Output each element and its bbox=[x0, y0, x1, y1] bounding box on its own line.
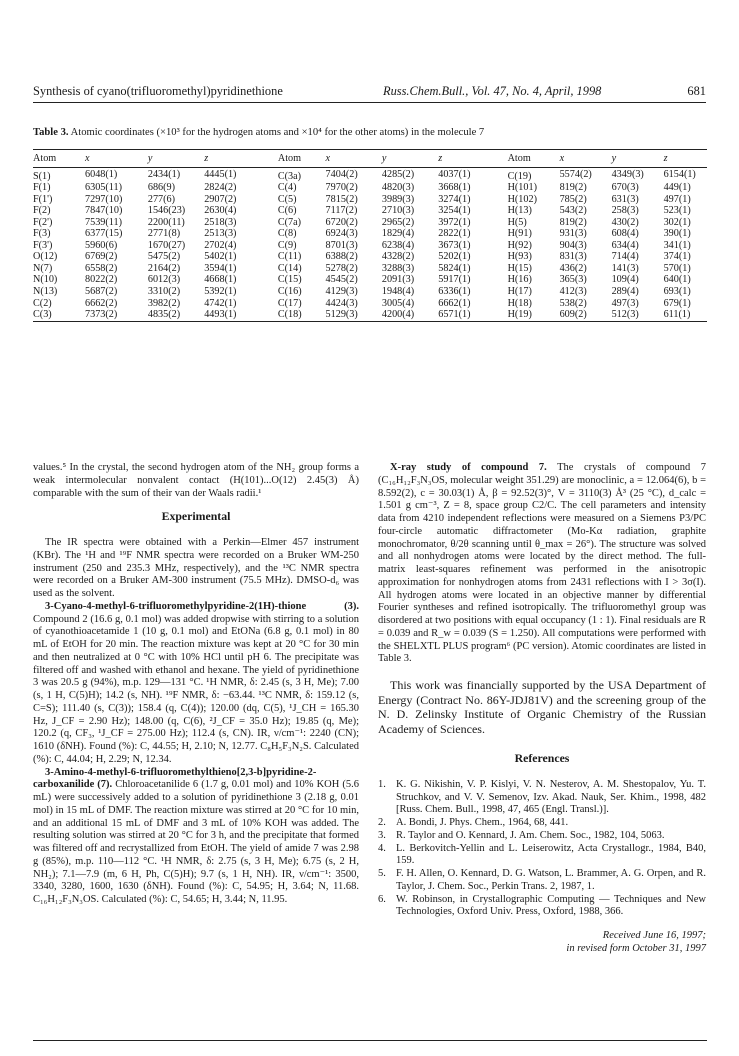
header-title: Synthesis of cyano(trifluoromethyl)pyridinethione bbox=[33, 84, 283, 98]
coord-cell: 6558(2) bbox=[85, 262, 118, 274]
received-line-1: Received June 16, 1997; bbox=[602, 930, 706, 941]
atom-cell: C(3) bbox=[33, 309, 52, 321]
coord-cell: 6154(1) bbox=[663, 169, 696, 181]
atom-cell: F(1') bbox=[33, 193, 53, 205]
coord-cell: 7373(2) bbox=[85, 309, 118, 321]
coord-cell: 4742(1) bbox=[204, 297, 237, 309]
col-x-2: x bbox=[326, 150, 382, 168]
table-body bbox=[33, 167, 707, 321]
coord-cell: 3288(3) bbox=[381, 262, 415, 274]
references-list bbox=[378, 779, 706, 919]
coord-cell: 2965(2) bbox=[381, 216, 415, 228]
coord-cell: 6662(1) bbox=[438, 297, 471, 309]
coord-cell: 1829(4) bbox=[381, 228, 415, 240]
coord-cell: 4349(3) bbox=[611, 169, 644, 181]
reference-item bbox=[378, 817, 706, 830]
coord-cell: 6924(3) bbox=[325, 228, 358, 240]
paragraph-compound-3 bbox=[33, 601, 359, 767]
coord-cell: 5392(1) bbox=[204, 286, 237, 298]
coord-cell: 1670(27) bbox=[147, 239, 186, 251]
coord-cell: 6388(2) bbox=[325, 251, 358, 263]
coord-cell: 109(4) bbox=[611, 274, 639, 286]
atom-cell: H(19) bbox=[507, 309, 532, 321]
atom-cell: C(14) bbox=[277, 262, 302, 274]
coord-cell: 4328(2) bbox=[381, 251, 415, 263]
atom-cell: F(1) bbox=[33, 182, 51, 194]
atom-cell: C(3a) bbox=[277, 170, 302, 182]
coord-cell: 289(4) bbox=[611, 286, 639, 298]
coord-cell: 543(2) bbox=[559, 205, 587, 217]
atom-cell: C(11) bbox=[277, 251, 302, 263]
coord-cell: 3594(1) bbox=[204, 262, 237, 274]
atom-cell: F(3') bbox=[33, 239, 53, 251]
atom-cell: H(18) bbox=[507, 297, 532, 309]
coord-cell: 3274(1) bbox=[438, 193, 471, 205]
reference-text: F. H. Allen, O. Kennard, D. G. Watson, L. Brammer, A. G. Orpen, and R. Taylor, J. Chem. Soc., Perkin Trans. 2, 1987, 1. bbox=[396, 868, 706, 892]
table-row bbox=[33, 228, 707, 240]
coord-cell: 8701(3) bbox=[325, 239, 358, 251]
atom-cell: N(13) bbox=[33, 286, 58, 298]
coord-cell: 5960(6) bbox=[85, 239, 118, 251]
col-z-3: z bbox=[664, 150, 707, 168]
coord-cell: 2907(2) bbox=[204, 193, 237, 205]
coord-cell: 714(4) bbox=[611, 251, 639, 263]
coord-cell: 538(2) bbox=[559, 297, 587, 309]
coord-cell: 3254(1) bbox=[438, 205, 471, 217]
table-row bbox=[33, 182, 707, 194]
coord-cell: 8022(2) bbox=[85, 274, 118, 286]
table-row bbox=[33, 240, 707, 252]
coord-cell: 5574(2) bbox=[559, 169, 592, 181]
right-column bbox=[378, 462, 706, 955]
compound-3-title: 3-Cyano-4-methyl-6-trifluoromethylpyridine-2(1H)-thione (3). bbox=[45, 600, 359, 612]
coord-cell: 5278(2) bbox=[325, 262, 358, 274]
table-row bbox=[33, 217, 707, 229]
col-atom-1: Atom bbox=[33, 150, 85, 168]
coord-cell: 7297(10) bbox=[85, 193, 123, 205]
reference-number: 4. bbox=[378, 842, 386, 854]
atom-cell: H(92) bbox=[507, 239, 532, 251]
coord-cell: 931(3) bbox=[559, 228, 587, 240]
coord-cell: 7847(10) bbox=[85, 205, 123, 217]
table-row bbox=[33, 298, 707, 310]
coord-cell: 5402(1) bbox=[204, 251, 237, 263]
coord-cell: 2513(3) bbox=[204, 228, 237, 240]
atom-cell: H(15) bbox=[507, 262, 532, 274]
reference-item bbox=[378, 868, 706, 894]
coord-cell: 258(3) bbox=[611, 205, 639, 217]
coord-cell: 6336(1) bbox=[438, 286, 471, 298]
coord-cell: 5687(2) bbox=[85, 286, 118, 298]
atom-cell: C(8) bbox=[277, 228, 297, 240]
col-atom-2: Atom bbox=[278, 150, 326, 168]
atom-cell: F(3) bbox=[33, 228, 51, 240]
coord-cell: 6571(1) bbox=[438, 309, 471, 321]
atom-cell: F(2') bbox=[33, 216, 53, 228]
table-row bbox=[33, 263, 707, 275]
paragraph-xray bbox=[378, 462, 706, 666]
paragraph-compound-7 bbox=[33, 767, 359, 907]
col-z-1: z bbox=[204, 150, 258, 168]
atom-cell: C(6) bbox=[277, 205, 297, 217]
coord-cell: 679(1) bbox=[663, 297, 691, 309]
reference-text: K. G. Nikishin, V. P. Kislyi, V. N. Nesterov, A. M. Shestopalov, Yu. T. Struchkov, and V. V. Semenov, Izv. Akad. Nauk, Ser. Khim., 1998, 482 [Russ. Chem. Bull., 1998, 47, 465 (Engl. Transl.)]. bbox=[396, 778, 706, 816]
coord-cell: 7404(2) bbox=[325, 169, 358, 181]
coord-cell: 4200(4) bbox=[381, 309, 415, 321]
atom-cell: C(16) bbox=[277, 286, 302, 298]
compound-7-title: 3-Amino-4-methyl-6-trifluoromethylthieno[2,3-b]pyridine-2-carboxanilide (7). bbox=[33, 766, 317, 791]
col-y-1: y bbox=[148, 150, 204, 168]
coord-cell: 819(2) bbox=[559, 182, 587, 194]
atom-cell: C(15) bbox=[277, 274, 302, 286]
table-header-row bbox=[33, 150, 707, 168]
coord-cell: 4493(1) bbox=[204, 309, 237, 321]
coord-cell: 819(2) bbox=[559, 216, 587, 228]
coord-cell: 5917(1) bbox=[438, 274, 471, 286]
col-y-2: y bbox=[382, 150, 438, 168]
coord-cell: 4037(1) bbox=[438, 169, 471, 181]
compound-3-text: Compound 2 (16.6 g, 0.1 mol) was added dropwise with stirring to a solution of cyanothioacetamide 1 (10 g, 0.1 mol) and EtONa (6.8 g, 0.1 mol) in 80 mL of EtOH for 20 min. The reaction mixture was kept at 20 °C for 30 min and then neutralized at 0 °C with 10% HCl until pH 6. The precipitate was filtered off and washed with ethanol and hexane. The yield of pyridinethione 3 was 20.5 g (94%), m.p. 129—131 °C. ¹H NMR, δ: 2.45 (s, 3 H, Me); 7.00 (s, 1 H, C(5)H); 14.2 (s, NH). ¹⁹F NMR, δ: −63.44. ¹³C NMR, δ: 159.12 (s, C=S); 111.40 (s, C(3)); 158.4 (q, C(4)); 120.00 (dq, C(5), ¹J_CH = 165.30 Hz, J_CF = 2.90 Hz); 148.00 (q, C(6), ²J_CF = 35.0 Hz); 19.85 (q, Me); 120.2 (q, CF₃, ¹J_CF = 275.00 Hz); 112.4 (s, CN). IR, ν/cm⁻¹: 2240 (CN); 1610 (δNH). Found (%): C, 44.55; H, 2.10; N, 12.77. C₈H₅F₃N₂S. Calculated (%): C, 44.04; H, 2.29; N, 12.34. bbox=[33, 613, 359, 765]
coord-cell: 523(1) bbox=[663, 205, 691, 217]
coord-cell: 390(1) bbox=[663, 228, 691, 240]
atom-cell: H(93) bbox=[507, 251, 532, 263]
coord-cell: 609(2) bbox=[559, 309, 587, 321]
coord-cell: 3673(1) bbox=[438, 239, 471, 251]
reference-number: 6. bbox=[378, 893, 386, 905]
table-row bbox=[33, 194, 707, 206]
coord-cell: 2091(3) bbox=[381, 274, 415, 286]
coord-cell: 2518(3) bbox=[204, 216, 237, 228]
coord-cell: 2822(1) bbox=[438, 228, 471, 240]
coord-cell: 785(2) bbox=[559, 193, 587, 205]
coord-cell: 686(9) bbox=[147, 182, 176, 194]
atom-cell: C(7a) bbox=[277, 216, 302, 228]
xray-title: X-ray study of compound 7. bbox=[390, 462, 547, 473]
reference-text: R. Taylor and O. Kennard, J. Am. Chem. Soc., 1982, 104, 5063. bbox=[396, 829, 665, 841]
atom-cell: C(2) bbox=[33, 297, 52, 309]
paragraph-values: values.⁵ In the crystal, the second hydrogen atom of the NH₂ group forms a weak intermolecular nonvalent contact (H(101)...O(12) 2.45(3) Å) comparable with the sum of their van der Waals radii.¹ bbox=[33, 462, 359, 499]
coord-cell: 3005(4) bbox=[381, 297, 415, 309]
atom-cell: N(7) bbox=[33, 262, 53, 274]
coord-cell: 611(1) bbox=[663, 309, 691, 321]
reference-text: L. Berkovitch-Yellin and L. Leiserowitz, Acta Crystallogr., 1984, B40, 159. bbox=[396, 842, 706, 867]
col-x-3: x bbox=[560, 150, 612, 168]
coord-cell: 3972(1) bbox=[438, 216, 471, 228]
atom-cell: C(18) bbox=[277, 309, 302, 321]
end-rule bbox=[33, 1040, 707, 1041]
coord-cell: 277(6) bbox=[147, 193, 176, 205]
coord-cell: 6238(4) bbox=[381, 239, 415, 251]
coord-cell: 4445(1) bbox=[204, 169, 237, 181]
coord-cell: 449(1) bbox=[663, 182, 691, 194]
coord-cell: 2710(3) bbox=[381, 205, 415, 217]
reference-number: 1. bbox=[378, 778, 386, 790]
header-journal: Russ.Chem.Bull., Vol. 47, No. 4, April, 1998 bbox=[383, 84, 602, 98]
coord-cell: 6377(15) bbox=[85, 228, 123, 240]
coord-cell: 3668(1) bbox=[438, 182, 471, 194]
atom-cell: C(5) bbox=[277, 193, 297, 205]
running-header bbox=[33, 82, 706, 103]
left-column bbox=[33, 462, 359, 907]
table-caption-text: Atomic coordinates (×10³ for the hydrogen atoms and ×10⁴ for the other atoms) in the molecule 7 bbox=[70, 127, 485, 138]
coord-cell: 430(2) bbox=[611, 216, 639, 228]
table-row bbox=[33, 286, 707, 298]
coord-cell: 640(1) bbox=[663, 274, 691, 286]
acknowledgement: This work was financially supported by the USA Department of Energy (Contract No. 86Y-JDJ81V) and the screening group of the N. D. Zelinsky Institute of Organic Chemistry of the Russian Academy of Sciences. bbox=[378, 678, 706, 736]
reference-number: 3. bbox=[378, 829, 386, 841]
coord-cell: 7815(2) bbox=[325, 193, 358, 205]
coord-cell: 5475(2) bbox=[147, 251, 181, 263]
paragraph-instruments: The IR spectra were obtained with a Perkin—Elmer 457 instrument (KBr). The ¹H and ¹⁹F NMR spectra were recorded on a Bruker WM-250 instrument (250 and 235.3 MHz, respectively), and the ¹³C NMR spectra were recorded on a Bruker AM-300 instrument (75.5 MHz). DMSO-d₆ was used as the solvent. bbox=[33, 537, 359, 599]
coord-cell: 2824(2) bbox=[204, 182, 237, 194]
coord-cell: 2434(1) bbox=[147, 169, 181, 181]
coord-cell: 7970(2) bbox=[325, 182, 358, 194]
table-label: Table 3. bbox=[33, 127, 69, 138]
coord-cell: 341(1) bbox=[663, 239, 691, 251]
atom-cell: C(9) bbox=[277, 239, 297, 251]
xray-text: The crystals of compound 7 (C₁₆H₁₂F₃N₃OS, molecular weight 351.29) are monoclinic, a = 12.064(6), b = 8.592(2), c = 30.03(1) Å, β = 92.52(3)°, V = 3110(3) Å³ (25 °C), d_calc = 1.501 g cm⁻³, Z = 8, space group C2/C. The cell parameters and intensity data from 4210 independent reflections were measured on a Siemens P3/PC four-circle automatic diffractometer (Mo-Kα radiation, graphite monochromator, θ/2θ scanning until θ_max = 26°). The structure was solved and all nonhydrogen atoms were located by the direct method. The full-matrix least-squares refinement was performed in the anisotropic approximation for nonhydrogen atoms from 2431 reflections with I > 3σ(I). All hydrogen atoms were located in an objective manner by differential Fourier syntheses and refined isotropically. The trifluoromethyl group was disordered at two positions with equal occupancy (1 : 1). Final residuals are R = 0.039 and R_w = 0.039 (S = 1.250). All computations were performed with the SHELXTL PLUS program⁶ (PC version). Atomic coordinates are listed in Table 3. bbox=[378, 462, 706, 665]
coord-cell: 4545(2) bbox=[325, 274, 358, 286]
coord-cell: 436(2) bbox=[559, 262, 587, 274]
atom-cell: F(2) bbox=[33, 205, 51, 217]
coord-cell: 4285(2) bbox=[381, 169, 415, 181]
coord-cell: 5129(3) bbox=[325, 309, 358, 321]
coord-cell: 5202(1) bbox=[438, 251, 471, 263]
coord-cell: 831(3) bbox=[559, 251, 587, 263]
atom-cell: N(10) bbox=[33, 274, 58, 286]
received-date bbox=[378, 929, 706, 955]
coord-cell: 2200(11) bbox=[147, 216, 185, 228]
col-atom-3: Atom bbox=[508, 150, 560, 168]
atomic-coordinates-table bbox=[33, 149, 707, 322]
coord-cell: 3982(2) bbox=[147, 297, 181, 309]
references-heading: References bbox=[514, 751, 570, 765]
col-y-3: y bbox=[612, 150, 664, 168]
coord-cell: 3989(3) bbox=[381, 193, 415, 205]
coord-cell: 512(3) bbox=[611, 309, 639, 321]
coord-cell: 6769(2) bbox=[85, 251, 118, 263]
atom-cell: H(16) bbox=[507, 274, 532, 286]
coord-cell: 4129(3) bbox=[325, 286, 358, 298]
coord-cell: 6662(2) bbox=[85, 297, 118, 309]
coord-cell: 412(3) bbox=[559, 286, 587, 298]
table-row bbox=[33, 251, 707, 263]
coord-cell: 5824(1) bbox=[438, 262, 471, 274]
reference-text: W. Robinson, in Crystallographic Computing — Techniques and New Technologies, Oxford Univ. Press, Oxford, 1988, 366. bbox=[396, 893, 706, 918]
coord-cell: 7539(11) bbox=[85, 216, 122, 228]
atom-cell: S(1) bbox=[33, 170, 51, 182]
atom-cell: H(91) bbox=[507, 228, 532, 240]
col-z-2: z bbox=[438, 150, 488, 168]
atom-cell: H(13) bbox=[507, 205, 532, 217]
coord-cell: 2164(2) bbox=[147, 262, 181, 274]
coord-cell: 2771(8) bbox=[147, 228, 181, 240]
experimental-heading: Experimental bbox=[161, 509, 231, 524]
reference-item bbox=[378, 779, 706, 817]
coord-cell: 365(3) bbox=[559, 274, 587, 286]
reference-number: 2. bbox=[378, 817, 386, 828]
atom-cell: C(4) bbox=[277, 182, 297, 194]
atom-cell: C(17) bbox=[277, 297, 302, 309]
atom-cell: H(102) bbox=[507, 193, 537, 205]
coord-cell: 1948(4) bbox=[381, 286, 415, 298]
coord-cell: 2630(4) bbox=[204, 205, 237, 217]
coord-cell: 4424(3) bbox=[325, 297, 358, 309]
coord-cell: 302(1) bbox=[663, 216, 691, 228]
coord-cell: 670(3) bbox=[611, 182, 639, 194]
coord-cell: 693(1) bbox=[663, 286, 691, 298]
table-row bbox=[33, 309, 707, 321]
coord-cell: 374(1) bbox=[663, 251, 691, 263]
atom-cell: C(19) bbox=[507, 170, 532, 182]
coord-cell: 7117(2) bbox=[325, 205, 358, 217]
reference-item bbox=[378, 843, 706, 869]
received-line-2: in revised form October 31, 1997 bbox=[566, 943, 706, 954]
atom-cell: H(5) bbox=[507, 216, 527, 228]
coord-cell: 6305(11) bbox=[85, 182, 122, 194]
coord-cell: 497(3) bbox=[611, 297, 639, 309]
coord-cell: 4835(2) bbox=[147, 309, 181, 321]
compound-7-text: Chloroacetanilide 6 (1.7 g, 0.01 mol) and 10% KOH (5.6 mL) were successively added to a solution of pyridinethione 3 (2.18 g, 0.01 mol) in 15 mL of DMF. The reaction mixture was stirred at 20 °C for 10 min, and an additional 15 mL of DMF and 3 mL of 10% KOH was added. The resulting solution was stirred at 20 °C for 3 h, and the precipitate that formed was filtered off and recrystallized from EtOH. The yield of amide 7 was 2.98 g (85%), m.p. 110—112 °C. ¹H NMR, δ: 2.75 (s, 3 H, Me); 6.75 (s, 2 H, NH₂); 7.1—7.9 (m, 6 H, Ph, C(5)H); 9.7 (s, 1 H, NH). IR, ν/cm⁻¹: 3500, 3340, 3280, 1600, 1630 (δNH). Found (%): C, 54.95; H, 3.64; N, 11.68. C₁₆H₁₂F₃N₃OS. Calculated (%): C, 54.65; H, 3.44; N, 11.95. bbox=[33, 779, 359, 905]
page-number: 681 bbox=[687, 84, 706, 98]
coord-cell: 634(4) bbox=[611, 239, 639, 251]
coord-cell: 6720(2) bbox=[325, 216, 358, 228]
coord-cell: 4668(1) bbox=[204, 274, 237, 286]
coord-cell: 3310(2) bbox=[147, 286, 181, 298]
coord-cell: 4820(3) bbox=[381, 182, 415, 194]
coord-cell: 608(4) bbox=[611, 228, 639, 240]
reference-item bbox=[378, 894, 706, 920]
coord-cell: 904(3) bbox=[559, 239, 587, 251]
coord-cell: 631(3) bbox=[611, 193, 639, 205]
atom-cell: H(101) bbox=[507, 182, 537, 194]
atom-cell: H(17) bbox=[507, 286, 532, 298]
coord-cell: 497(1) bbox=[663, 193, 691, 205]
coord-cell: 2702(4) bbox=[204, 239, 237, 251]
reference-number: 5. bbox=[378, 868, 386, 879]
table-row bbox=[33, 274, 707, 286]
coord-cell: 1546(23) bbox=[147, 205, 186, 217]
table-row bbox=[33, 205, 707, 217]
coord-cell: 141(3) bbox=[611, 262, 639, 274]
atom-cell: O(12) bbox=[33, 251, 58, 263]
coord-cell: 6012(3) bbox=[147, 274, 181, 286]
col-x-1: x bbox=[85, 150, 148, 168]
table-row bbox=[33, 167, 707, 182]
reference-item bbox=[378, 830, 706, 843]
table-caption bbox=[33, 127, 713, 138]
coord-cell: 570(1) bbox=[663, 262, 691, 274]
coord-cell: 6048(1) bbox=[85, 169, 118, 181]
reference-text: A. Bondi, J. Phys. Chem., 1964, 68, 441. bbox=[396, 817, 569, 828]
